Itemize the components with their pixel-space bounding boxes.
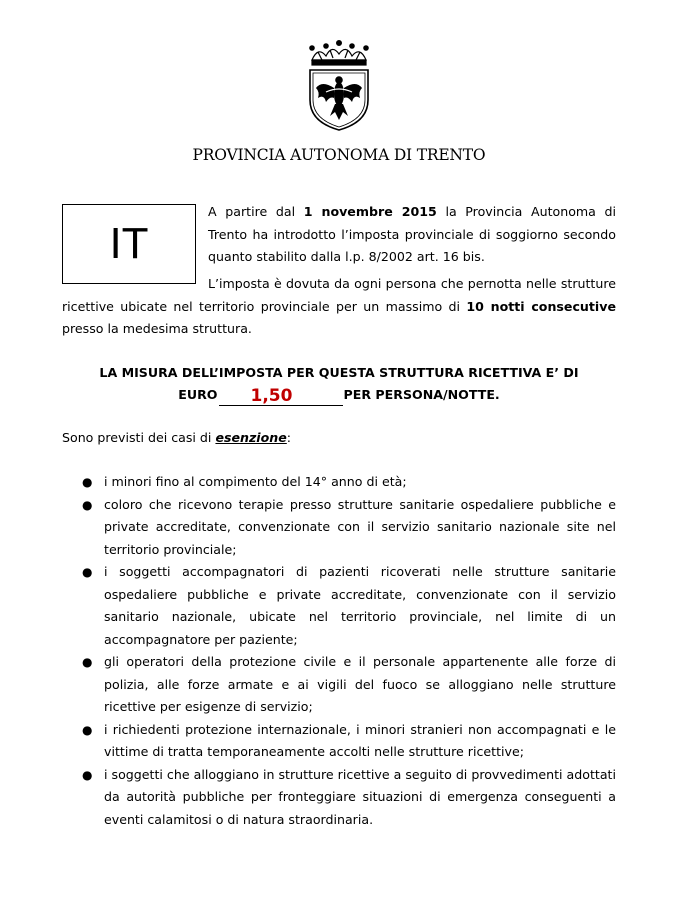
intro-text-end: la Provincia Autonoma di Trento ha introdotto l’imposta provinciale di soggiorno secondo quanto stabilito dalla l.p. 8/2002 art. 16 bis. bbox=[208, 204, 617, 264]
exemption-text: i richiedenti protezione internazionale, i minori stranieri non accompagnati e le vittime di tratta temporaneamente accolti nelle strutture ricettive; bbox=[104, 721, 616, 759]
exemption-text: i soggetti accompagnatori di pazienti ricoverati nelle strutture sanitarie ospedaliere pubbliche e private accreditate, convenzionate con il servizio sanitario nazionale, ubicate nel territorio provinciale, nel limite di un accompagnatore per paziente; bbox=[104, 564, 616, 647]
intro-paragraph bbox=[208, 201, 616, 269]
rate-unit-label: PER PERSONA/NOTTE. bbox=[343, 387, 500, 402]
bullet-icon: ● bbox=[82, 565, 93, 579]
tax-description-text bbox=[62, 273, 616, 341]
list-item bbox=[62, 764, 616, 832]
bullet-icon: ● bbox=[82, 767, 93, 782]
tax-description-start: L’imposta è dovuta da ogni persona che pernotta nelle strutture ricettive ubicate nel territorio provinciale per un massimo di bbox=[62, 276, 616, 314]
language-code-box bbox=[62, 204, 196, 284]
language-code: IT bbox=[109, 219, 149, 268]
exemption-text: coloro che ricevono terapie presso strutture sanitarie ospedaliere pubbliche e private accreditate, convenzionate con il servizio sanitario nazionale site nel territorio provinciale; bbox=[104, 496, 616, 557]
exemption-text: gli operatori della protezione civile e il personale appartenente alle forze di polizia, alle forze armate e ai vigili del fuoco se alloggiano nelle strutture ricettive per esigenze di servizio; bbox=[104, 654, 616, 714]
rate-blank bbox=[219, 386, 343, 406]
tax-rate-value: 1,50 bbox=[250, 386, 293, 406]
list-item bbox=[62, 719, 616, 764]
tax-measure-heading: LA MISURA DELL’IMPOSTA PER QUESTA STRUTTURA RICETTIVA E’ DI bbox=[99, 365, 579, 380]
exemptions-heading-text: Sono previsti dei casi di bbox=[62, 430, 216, 445]
list-item bbox=[62, 494, 616, 562]
list-item bbox=[62, 651, 616, 719]
exemptions-list bbox=[62, 471, 616, 831]
max-nights: 10 notti consecutive bbox=[466, 298, 616, 314]
organization-name: PROVINCIA AUTONOMA DI TRENTO bbox=[192, 146, 486, 164]
exemptions-keyword: esenzione bbox=[215, 430, 287, 445]
tax-rate-line bbox=[178, 384, 499, 406]
bullet-icon: ● bbox=[82, 475, 93, 489]
bullet-icon: ● bbox=[82, 655, 93, 669]
exemption-text: i soggetti che alloggiano in strutture ricettive a seguito di provvedimenti adottati da autorità pubbliche per fronteggiare situazioni di emergenza conseguenti a eventi calamitosi o di natura straordinaria. bbox=[104, 766, 616, 827]
intro-text-start: A partire dal bbox=[208, 204, 304, 219]
exemptions-heading-colon: : bbox=[286, 430, 292, 445]
exemptions-heading bbox=[62, 428, 291, 448]
exemption-text: i minori fino al compimento del 14° anno di età; bbox=[104, 474, 407, 489]
tax-measure-block bbox=[62, 362, 616, 406]
coat-of-arms-icon bbox=[300, 40, 378, 132]
list-item bbox=[62, 561, 616, 651]
list-item bbox=[62, 471, 616, 494]
start-date: 1 novembre 2015 bbox=[303, 204, 437, 219]
currency-label: EURO bbox=[178, 387, 218, 402]
bullet-icon: ● bbox=[82, 722, 93, 737]
tax-description-paragraph bbox=[62, 273, 616, 341]
tax-description-end: presso la medesima struttura. bbox=[62, 321, 252, 336]
bullet-icon: ● bbox=[82, 497, 93, 512]
